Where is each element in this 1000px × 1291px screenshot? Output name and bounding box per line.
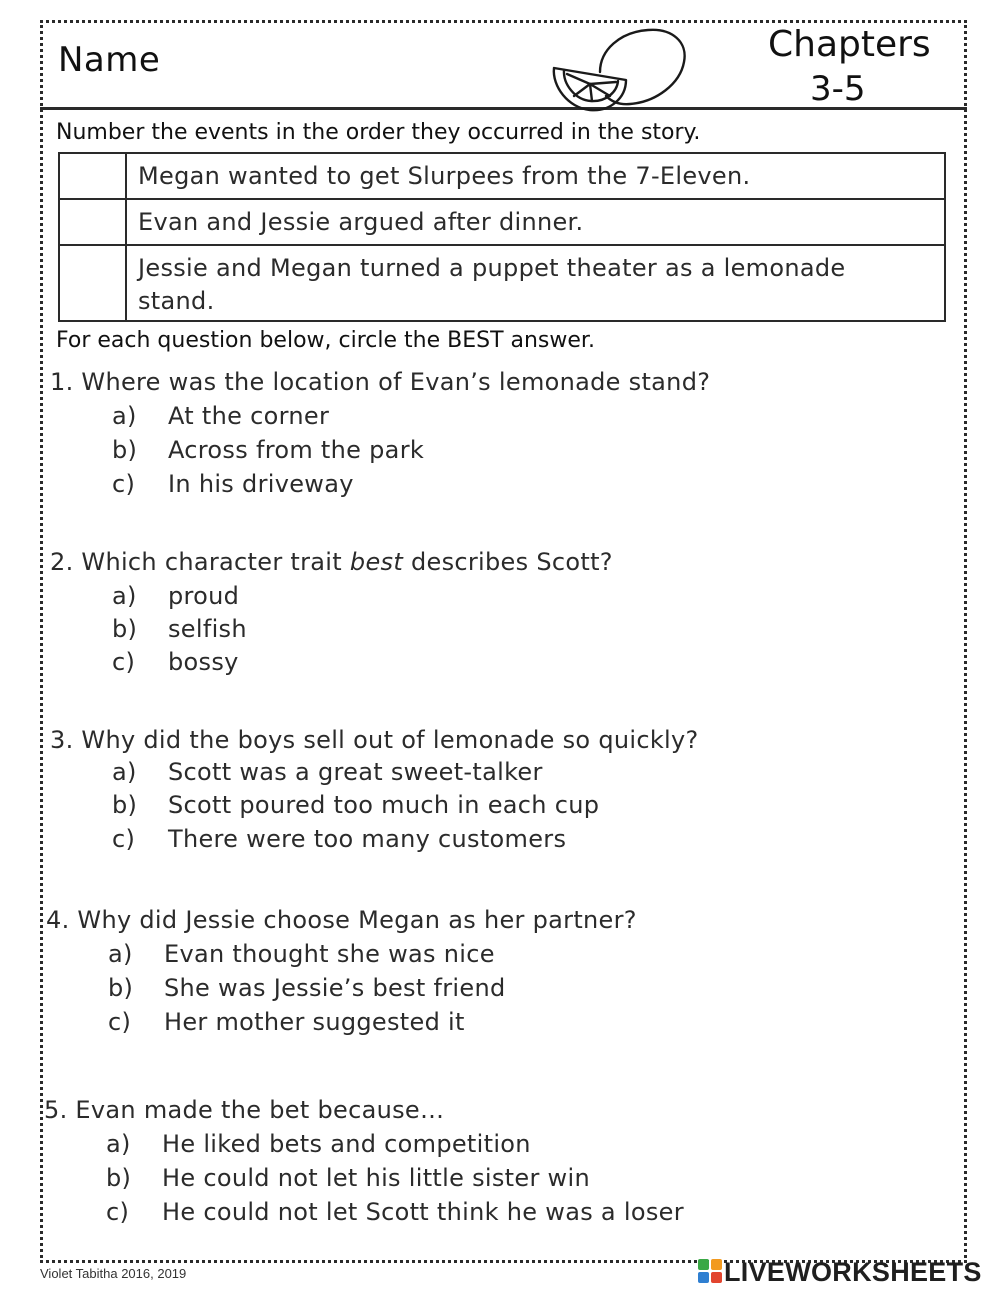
question-2-choice-b[interactable] (112, 615, 247, 643)
question-3-choice-c[interactable] (112, 825, 566, 853)
choice-text: Her mother suggested it (164, 1008, 465, 1036)
question-1-choice-a[interactable] (112, 402, 329, 430)
event-order-table (58, 152, 946, 322)
event-text: Megan wanted to get Slurpees from the 7-Eleven. (138, 162, 751, 190)
choice-text: There were too many customers (168, 825, 567, 853)
order-number-input[interactable] (60, 246, 127, 320)
question-3-choice-b[interactable] (112, 791, 599, 819)
choice-letter: c) (112, 470, 136, 498)
choice-text: bossy (168, 648, 239, 676)
choice-text: Evan thought she was nice (164, 940, 495, 968)
question-1-prompt: 1. Where was the location of Evan’s lemonade stand? (50, 368, 711, 396)
choice-text: proud (168, 582, 240, 610)
choice-text: Across from the park (168, 436, 425, 464)
question-3-choice-a[interactable] (112, 758, 543, 786)
choice-text: At the corner (168, 402, 330, 430)
question-4-choice-b[interactable] (108, 974, 506, 1002)
choice-letter: b) (108, 974, 134, 1002)
name-label: Name (58, 40, 161, 80)
choice-text: In his driveway (168, 470, 354, 498)
order-number-input[interactable] (60, 200, 127, 244)
choice-text: He could not let his little sister win (162, 1164, 590, 1192)
liveworksheets-wordmark: LIVEWORKSHEETS (724, 1257, 982, 1287)
choice-letter: b) (112, 615, 138, 643)
choice-letter: c) (106, 1198, 130, 1226)
question-5-choice-c[interactable] (106, 1198, 684, 1226)
copyright-credit: Violet Tabitha 2016, 2019 (40, 1266, 187, 1281)
question-1-choice-b[interactable] (112, 436, 424, 464)
event-row (60, 198, 944, 244)
event-text: Jessie and Megan turned a puppet theater as a lemonade stand. (138, 254, 846, 315)
choice-text: He liked bets and competition (162, 1130, 531, 1158)
question-2-choice-c[interactable] (112, 648, 239, 676)
choice-text: Scott was a great sweet-talker (168, 758, 543, 786)
liveworksheets-brand[interactable] (698, 1257, 994, 1287)
choice-letter: c) (108, 1008, 132, 1036)
choice-letter: b) (112, 791, 138, 819)
question-3-prompt: 3. Why did the boys sell out of lemonade so quickly? (50, 726, 699, 754)
event-row (60, 154, 944, 198)
choice-text: He could not let Scott think he was a loser (162, 1198, 684, 1226)
choice-text: She was Jessie’s best friend (164, 974, 506, 1002)
choice-letter: a) (112, 582, 137, 610)
question-2-prompt-start: 2. Which character trait (50, 548, 350, 576)
question-2-prompt (50, 548, 613, 576)
multiple-choice-instructions: For each question below, circle the BEST answer. (56, 328, 595, 353)
lemon-slice-icon (548, 24, 690, 116)
choice-letter: c) (112, 648, 136, 676)
choice-letter: a) (106, 1130, 131, 1158)
question-1-choice-c[interactable] (112, 470, 354, 498)
choice-letter: a) (108, 940, 133, 968)
event-row (60, 244, 944, 320)
question-5-prompt: 5. Evan made the bet because… (44, 1096, 445, 1124)
question-4-prompt: 4. Why did Jessie choose Megan as her partner? (46, 906, 637, 934)
chapters-title: Chapters (768, 24, 931, 65)
question-5-choice-b[interactable] (106, 1164, 590, 1192)
question-4-choice-a[interactable] (108, 940, 495, 968)
choice-letter: a) (112, 402, 137, 430)
choice-letter: b) (106, 1164, 132, 1192)
question-4-choice-c[interactable] (108, 1008, 465, 1036)
choice-letter: b) (112, 436, 138, 464)
order-number-input[interactable] (60, 154, 127, 198)
ordering-instructions: Number the events in the order they occurred in the story. (56, 120, 701, 145)
choice-text: Scott poured too much in each cup (168, 791, 600, 819)
choice-letter: c) (112, 825, 136, 853)
event-text: Evan and Jessie argued after dinner. (138, 208, 584, 236)
question-2-choice-a[interactable] (112, 582, 239, 610)
question-2-prompt-end: describes Scott? (403, 548, 613, 576)
question-2-prompt-emphasis: best (349, 548, 404, 576)
chapters-range: 3-5 (810, 69, 866, 109)
question-5-choice-a[interactable] (106, 1130, 531, 1158)
choice-letter: a) (112, 758, 137, 786)
liveworksheets-logo-icon (698, 1259, 722, 1283)
choice-text: selfish (168, 615, 247, 643)
